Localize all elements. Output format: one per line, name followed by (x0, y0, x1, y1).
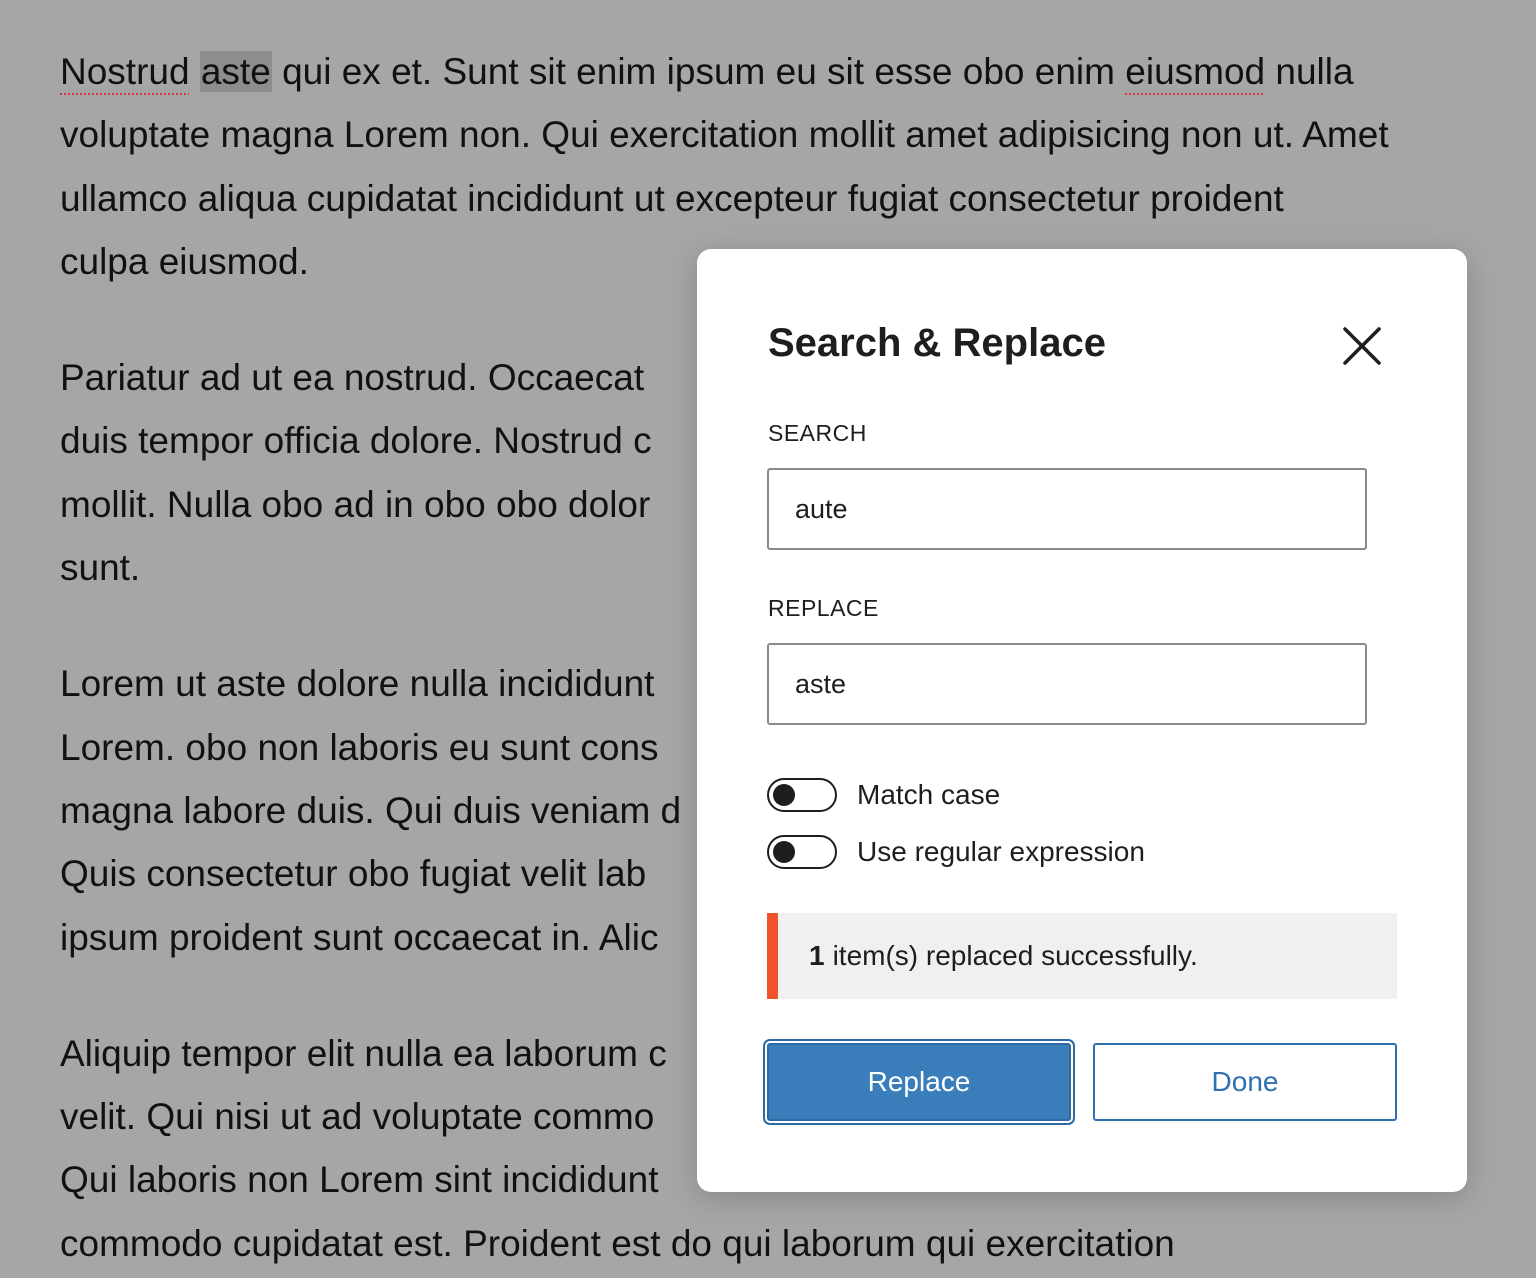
match-case-row[interactable] (767, 775, 1000, 815)
text-line: Pariatur ad ut ea nostrud. Occaecat (60, 357, 645, 399)
text-line: culpa eiusmod. (60, 240, 309, 282)
replace-button[interactable]: Replace (767, 1043, 1071, 1121)
regex-label[interactable]: Use regular expression (857, 836, 1145, 867)
search-label: SEARCH (768, 420, 867, 446)
text-line: ipsum proident sunt occaecat in. Alic (60, 916, 659, 958)
text-line: Lorem ut aste dolore nulla incididunt (60, 663, 655, 705)
misspelled-word[interactable]: eiusmod (1125, 51, 1266, 92)
text-line: mollit. Nulla obo ad in obo obo dolor (60, 483, 651, 525)
text-line: voluptate magna Lorem non. Qui exercitation mollit amet adipisicing non ut. Amet (60, 114, 1389, 156)
notice-message: item(s) replaced successfully. (832, 940, 1198, 971)
done-button[interactable]: Done (1093, 1043, 1397, 1121)
regex-row[interactable] (767, 832, 1145, 872)
toggle-knob (773, 784, 795, 806)
close-button[interactable] (1337, 321, 1387, 371)
search-input[interactable] (767, 468, 1367, 550)
replace-input[interactable] (767, 643, 1367, 725)
text-line: magna labore duis. Qui duis veniam d (60, 789, 682, 831)
replaced-count: 1 (809, 940, 825, 971)
text-line: ullamco aliqua cupidatat incididunt ut excepteur fugiat consectetur proident (60, 177, 1284, 219)
text-line: sunt. (60, 547, 141, 589)
toggle-knob (773, 841, 795, 863)
text-line: Quis consectetur obo fugiat velit lab (60, 853, 647, 895)
search-replace-dialog (697, 249, 1467, 1192)
text-line: duis tempor officia dolore. Nostrud c (60, 420, 652, 462)
highlighted-match[interactable]: aste (200, 51, 271, 92)
text-segment: qui ex et. Sunt sit enim ipsum eu sit esse obo enim (282, 51, 1115, 92)
success-notice (767, 913, 1397, 999)
replace-label: REPLACE (768, 595, 879, 621)
misspelled-word[interactable]: Nostrud (60, 51, 190, 92)
text-line: Qui laboris non Lorem sint incididunt (60, 1159, 659, 1201)
close-icon (1337, 321, 1387, 371)
text-line: Aliquip tempor elit nulla ea laborum c (60, 1032, 667, 1074)
match-case-label[interactable]: Match case (857, 779, 1001, 810)
text-segment: nulla (1275, 51, 1354, 92)
dialog-title: Search & Replace (768, 321, 1106, 365)
match-case-toggle[interactable] (767, 778, 837, 812)
text-line: Lorem. obo non laboris eu sunt cons (60, 726, 659, 768)
regex-toggle[interactable] (767, 835, 837, 869)
text-line: velit. Qui nisi ut ad voluptate commo (60, 1096, 655, 1138)
text-line: commodo cupidatat est. Proident est do qui laborum qui exercitation (60, 1222, 1175, 1264)
